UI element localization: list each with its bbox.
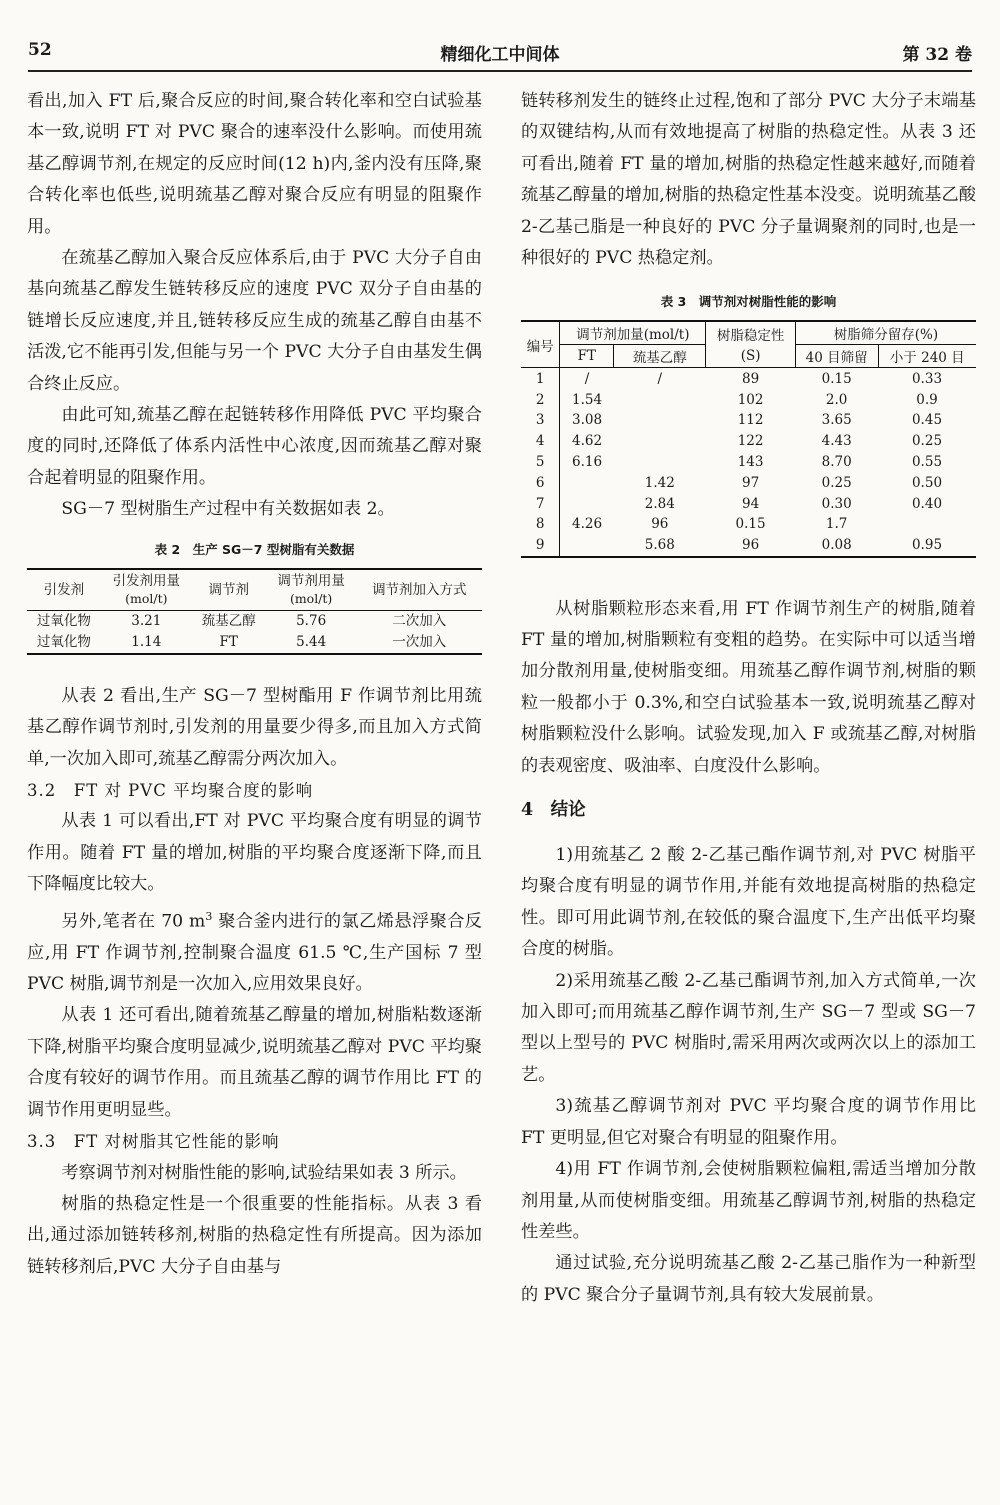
paragraph: SG－7 型树脂生产过程中有关数据如表 2。: [61, 499, 395, 520]
conclusion-item: 1)用巯基乙 2 酸 2-乙基己酯作调节剂,对 PVC 树脂平均聚合度有明显的调节作用,并能有效地提高树脂的热稳定性。即可用此调节剂,在较低的聚合温度下,生产出低平均聚合度的树脂。: [521, 845, 976, 960]
table-cell: 4.26: [572, 516, 603, 533]
table-cell: 0.40: [911, 495, 943, 512]
table-cell: 3.65: [821, 412, 852, 429]
header-rule: [28, 70, 972, 72]
table-cell: 9: [521, 535, 560, 557]
table-cell: 0.45: [911, 412, 943, 429]
table-cell: 112: [737, 412, 764, 429]
table-header: 小于 240 目: [878, 345, 976, 368]
table-cell: 0.55: [911, 454, 943, 471]
paragraph: 另外,笔者在 70 $m^3$ 聚合釜内进行的氯乙烯悬浮聚合反应,用 FT 作调节剂,控制聚合温度 61.5 ℃,生产国标 7 型 PVC 树脂,调节剂是一次加入,应用效果良好。: [27, 909, 482, 995]
paragraph: 看出,加入 FT 后,聚合反应的时间,聚合转化率和空白试验基本一致,说明 FT 对 PVC 聚合的速率没什么影响。而使用巯基乙醇调节剂,在规定的反应时间(12 h)内,釜内没有压降,聚合转化率也低些,说明巯基乙醇对聚合反应有明显的阻聚作用。: [27, 91, 482, 237]
conclusion-item: 2)采用巯基乙酸 2-乙基己酯调节剂,加入方式简单,一次加入即可;而用巯基乙醇作调节剂,生产 SG－7 型或 SG－7 型以上型号的 PVC 树脂时,需采用两次或两次以上的添加工艺。: [521, 970, 976, 1085]
table-cell: 0.33: [911, 370, 943, 387]
table-cell: 3: [521, 410, 560, 431]
table-cell: 5: [521, 452, 560, 473]
paragraph: 树脂的热稳定性是一个很重要的性能指标。从表 3 看出,通过添加链转移剂,树脂的热稳定性有所提高。因为添加链转移剂后,PVC 大分子自由基与: [27, 1193, 482, 1277]
paragraph: 从表 2 看出,生产 SG－7 型树酯用 F 作调节剂比用巯基乙醇作调节剂时,引发剂的用量要少得多,而且加入方式简单,一次加入即可,巯基乙醇需分两次加入。: [27, 685, 482, 769]
paragraph: 在巯基乙醇加入聚合反应体系后,由于 PVC 大分子自由基向巯基乙醇发生链转移反应的速度 PVC 双分子自由基的链增长反应速度,并且,链转移反应生成的巯基乙醇自由基不活泼,它不能再引发,但能与另一个 PVC 大分子自由基发生偶合终止反应。: [27, 248, 482, 394]
table-header: 调节剂加入方式: [357, 569, 482, 611]
table-row: 过氧化物 1.14 FT 5.44 一次加入: [36, 634, 447, 651]
table-header: 调节剂用量 (mol/t): [266, 569, 357, 611]
table-cell: 7: [521, 493, 560, 514]
paragraph: 考察调节剂对树脂性能的影响,试验结果如表 3 所示。: [61, 1162, 467, 1183]
table-cell: 4: [521, 431, 560, 452]
table-header: 树脂筛分留存(%): [795, 321, 976, 345]
table-cell: [878, 514, 976, 535]
table-cell: 0.95: [911, 537, 943, 554]
table-row: [521, 410, 976, 431]
section-heading-3-2: 3.2 FT 对 PVC 平均聚合度的影响: [27, 780, 314, 800]
table-cell: 1.7: [825, 516, 848, 533]
table-cell: 0.15: [821, 370, 852, 387]
table-cell: 5.68: [644, 537, 675, 554]
table-header: FT: [560, 345, 614, 368]
table-header: 引发剂: [27, 569, 101, 611]
table-cell: 143: [737, 454, 764, 471]
table-cell: 0.25: [821, 474, 852, 491]
paragraph: 由此可知,巯基乙醇在起链转移作用降低 PVC 平均聚合度的同时,还降低了体系内活性中心浓度,因而巯基乙醇对聚合起着明显的阻聚作用。: [27, 405, 482, 488]
table-row: 过氧化物 3.21 巯基乙醇 5.76 二次加入: [36, 613, 447, 630]
paragraph: 从表 1 可以看出,FT 对 PVC 平均聚合度有明显的调节作用。随着 FT 量的增加,树脂的平均聚合度逐渐下降,而且下降幅度比较大。: [27, 811, 482, 895]
conclusion-item: 3)巯基乙醇调节剂对 PVC 平均聚合度的调节作用比 FT 更明显,但它对聚合有明显的阻聚作用。: [521, 1096, 976, 1148]
journal-title: 精细化工中间体: [440, 45, 560, 65]
table-cell: /: [584, 370, 590, 387]
paragraph: 链转移剂发生的链终止过程,饱和了部分 PVC 大分子末端基的双键结构,从而有效地提高了树脂的热稳定性。从表 3 还可看出,随着 FT 量的增加,树脂的热稳定性越来越好,而随着巯基乙醇量的增加,树脂的热稳定性基本没变。说明巯基乙酸 2-乙基己脂是一种良好的 PVC 分子量调聚剂的同时,也是一种很好的 PVC 热稳定剂。: [521, 91, 976, 269]
table-cell: 1.54: [572, 391, 603, 408]
table-cell: [560, 493, 614, 514]
table-cell: 8.70: [821, 454, 852, 471]
table-cell: /: [657, 370, 663, 387]
table-cell: 2: [521, 389, 560, 410]
paragraph: 从树脂颗粒形态来看,用 FT 作调节剂生产的树脂,随着 FT 量的增加,树脂颗粒有变粗的趋势。在实际中可以适当增加分散剂用量,使树脂变细。用巯基乙醇作调节剂,树脂的颗粒一般都小于 0.3%,和空白试验基本一致,说明巯基乙醇对树脂颗粒没什么影响。试验发现,加入 F 或巯基乙醇,对树脂的表观密度、吸油率、白度没什么影响。: [521, 598, 976, 776]
table-cell: 97: [741, 474, 760, 491]
table-cell: 89: [741, 370, 760, 387]
table-cell: 94: [741, 495, 760, 512]
table-cell: [614, 389, 706, 410]
page-header: [28, 38, 972, 72]
section-heading-4: 4 结论: [521, 800, 586, 821]
table-cell: 8: [521, 514, 560, 535]
table2: [27, 568, 482, 655]
table-cell: 96: [651, 516, 669, 533]
table-cell: 122: [737, 433, 764, 450]
table-row: [521, 514, 976, 535]
table3: [521, 320, 976, 557]
table-header: (S): [706, 345, 795, 368]
table-cell: 4.62: [572, 433, 603, 450]
volume-label: 第 32 卷: [902, 45, 972, 65]
table-cell: 0.08: [821, 537, 852, 554]
table-cell: 0.25: [911, 433, 943, 450]
table-header: 40 目筛留: [795, 345, 878, 368]
table-header: 调节剂加量(mol/t): [560, 321, 706, 345]
table-cell: [614, 410, 706, 431]
table-cell: 2.84: [644, 495, 675, 512]
page-number: 52: [28, 40, 52, 60]
left-column: [27, 86, 482, 1283]
table-cell: 0.50: [911, 474, 943, 491]
table-cell: 4.43: [821, 433, 852, 450]
table-cell: 102: [737, 391, 764, 408]
table-row: [521, 431, 976, 452]
conclusion-item: 4)用 FT 作调节剂,会使树脂颗粒偏粗,需适当增加分散剂用量,从而使树脂变细。用巯基乙醇调节剂,树脂的热稳定性差些。: [521, 1159, 976, 1242]
section-heading-3-3: 3.3 FT 对树脂其它性能的影响: [27, 1132, 280, 1152]
table-header: 调节剂: [192, 569, 266, 611]
paragraph: 从表 1 还可看出,随着巯基乙醇量的增加,树脂粘数逐渐下降,树脂平均聚合度明显减少,说明巯基乙醇对 PVC 平均聚合度有较好的调节作用。而且巯基乙醇的调节作用比 FT 的调节作用更明显些。: [27, 1005, 482, 1120]
table-row: [521, 493, 976, 514]
table-cell: 0.9: [916, 391, 938, 408]
table-header: 编号: [521, 321, 560, 368]
table-cell: [560, 535, 614, 557]
table-cell: 2.0: [825, 391, 848, 408]
table2-caption: 表 2 生产 SG－7 型树脂有关数据: [154, 541, 355, 557]
table-cell: 1.42: [644, 474, 675, 491]
table-cell: [614, 452, 706, 473]
table-cell: 6.16: [572, 454, 603, 471]
table-header: 巯基乙醇: [614, 345, 706, 368]
table-cell: 1: [521, 368, 560, 389]
table-row: [521, 368, 976, 389]
table3-caption: 表 3 调节剂对树脂性能的影响: [660, 294, 837, 310]
table-row: [521, 472, 976, 493]
table-cell: 6: [521, 472, 560, 493]
table-cell: 0.15: [735, 516, 766, 533]
table-cell: [560, 472, 614, 493]
table-header: 树脂稳定性: [706, 321, 795, 345]
table-row: [521, 535, 976, 557]
table-cell: 96: [741, 537, 760, 554]
table-cell: [614, 431, 706, 452]
table-header: 引发剂用量 (mol/t): [101, 569, 192, 611]
table-cell: 0.30: [821, 495, 852, 512]
table-row: [521, 452, 976, 473]
table-row: [521, 389, 976, 410]
conclusion-summary: 通过试验,充分说明巯基乙酸 2-乙基己脂作为一种新型的 PVC 聚合分子量调节剂,具有较大发展前景。: [521, 1253, 976, 1305]
right-column: [521, 86, 976, 1311]
table-cell: 3.08: [572, 412, 603, 429]
